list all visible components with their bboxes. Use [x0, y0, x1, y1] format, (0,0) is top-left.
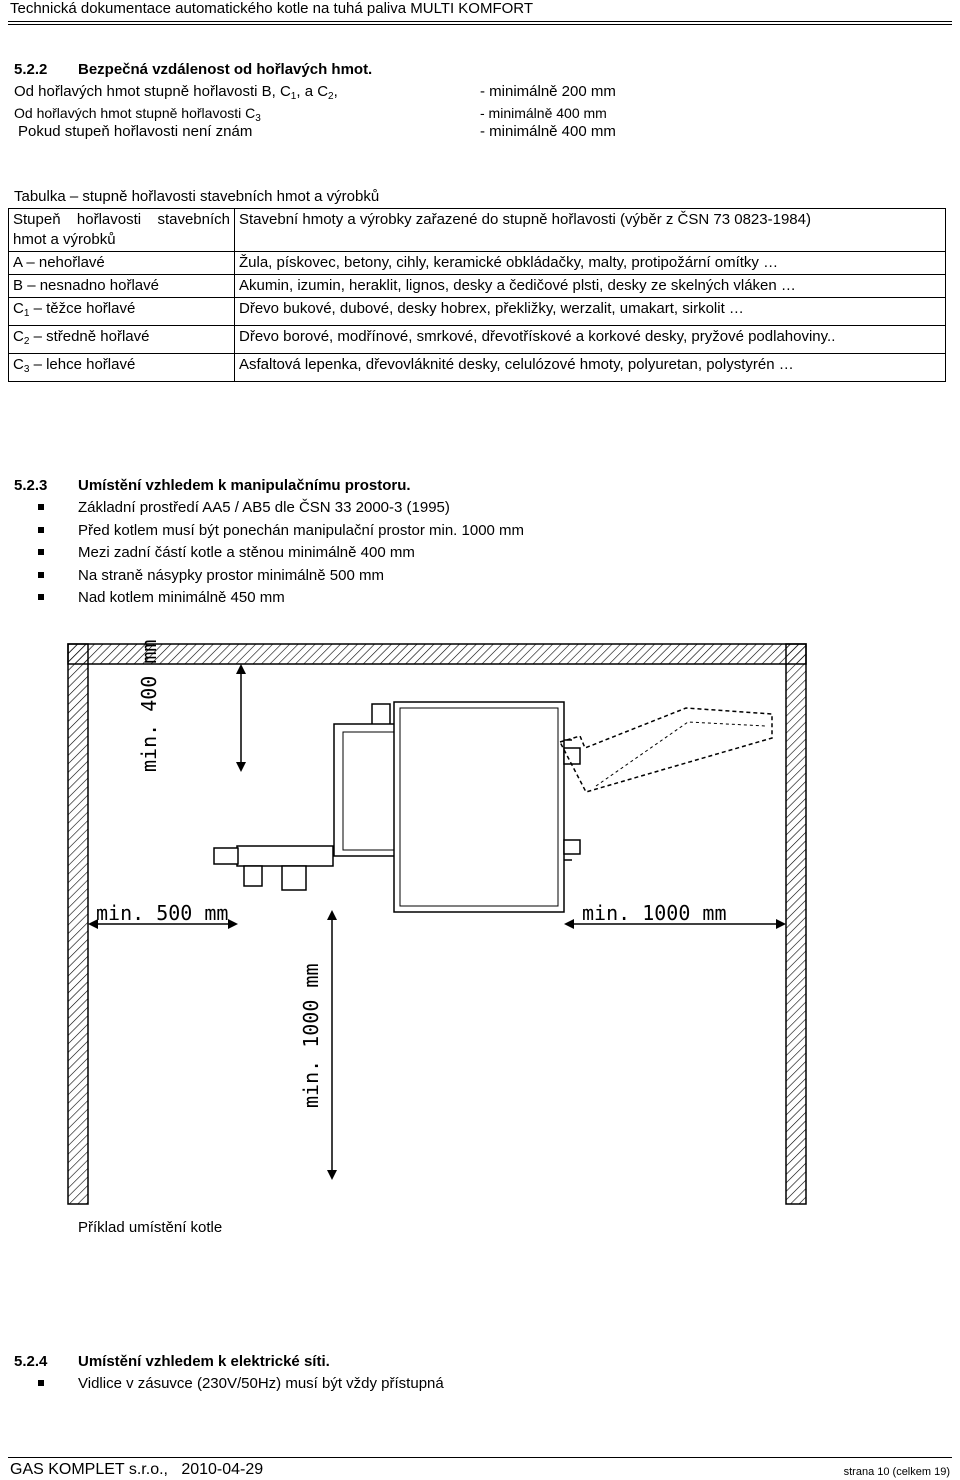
distance-row-3-label: Pokud stupeň hořlavosti není znám: [18, 123, 253, 140]
burner-feeder: [237, 846, 333, 866]
distance-row-2-label: Od hořlavých hmot stupně hořlavosti $C_3$: [14, 105, 261, 124]
document-header: Technická dokumentace automatického kotle na tuhá paliva MULTI KOMFORT: [10, 0, 534, 17]
boiler-body: [394, 702, 564, 912]
wall-left: [68, 644, 88, 1204]
front-clearance-dimension: [299, 910, 337, 1180]
table-header-materials: Stavební hmoty a výrobky zařazené do stupně hořlavosti (výběr z ČSN 73 0823-1984): [235, 209, 946, 252]
section-number: 5.2.4: [14, 1353, 48, 1370]
footer-page-number: strana 10 (celkem 19): [843, 1466, 950, 1478]
distance-row-3-value: - minimálně 400 mm: [480, 123, 616, 140]
right-clearance-label: min. 1000 mm: [582, 901, 727, 925]
distance-row-1-label: Od hořlavých hmot stupně hořlavosti B, $C_1$, a $C_2$,: [14, 83, 338, 102]
materials-cell: Dřevo borové, modřínové, smrkové, dřevotřískové a korkové desky, pryžové podlahoviny..: [235, 326, 946, 354]
list-item: Základní prostředí AA5 / AB5 dle ČSN 33 2000-3 (1995): [38, 498, 524, 521]
distance-row-1-value: - minimálně 200 mm: [480, 83, 616, 100]
wall-right: [786, 644, 806, 1204]
materials-cell: Asfaltová lepenka, dřevovláknité desky, celulózové hmoty, polyuretan, polystyrén …: [235, 354, 946, 382]
materials-cell: Akumin, izumin, heraklit, lignos, desky a čedičové plsti, desky ze skelných vláken …: [235, 275, 946, 298]
open-door-outline: [560, 708, 772, 792]
boiler: [214, 702, 580, 912]
table-header-grade: Stupeň hořlavosti stavebních hmot a výrobků: [9, 209, 235, 252]
section-title: Bezpečná vzdálenost od hořlavých hmot.: [78, 61, 373, 78]
right-clearance-dimension: [564, 901, 786, 929]
list-item: Před kotlem musí být ponechán manipulační prostor min. 1000 mm: [38, 521, 524, 544]
left-clearance-dimension: [88, 901, 238, 929]
distance-row-2-value: - minimálně 400 mm: [480, 105, 607, 121]
front-clearance-label: min. 1000 mm: [299, 963, 323, 1108]
grade-cell: A – nehořlavé: [9, 252, 235, 275]
footer-company-date: GAS KOMPLET s.r.o., 2010-04-29: [10, 1461, 264, 1478]
section-title: Umístění vzhledem k manipulačnímu prostoru.: [78, 477, 411, 494]
top-clearance-label: min. 400 mm: [137, 639, 161, 772]
materials-cell: Dřevo bukové, dubové, desky hobrex, překližky, werzalit, umakart, sirkolit …: [235, 298, 946, 326]
electric-list: [38, 1374, 444, 1397]
section-title: Umístění vzhledem k elektrické síti.: [78, 1353, 330, 1370]
grade-cell: $C_2$ – středně hořlavé: [9, 326, 235, 354]
list-item: Nad kotlem minimálně 450 mm: [38, 588, 524, 611]
section-number: 5.2.3: [14, 477, 48, 494]
diagram-caption: Příklad umístění kotle: [78, 1219, 223, 1236]
grade-cell: B – nesnadno hořlavé: [9, 275, 235, 298]
table-caption: Tabulka – stupně hořlavosti stavebních hmot a výrobků: [14, 188, 380, 205]
list-item: Vidlice v zásuvce (230V/50Hz) musí být vždy přístupná: [38, 1374, 444, 1397]
footer-rule: [8, 1457, 952, 1458]
left-clearance-label: min. 500 mm: [96, 901, 229, 925]
materials-cell: Žula, pískovec, betony, cihly, keramické obkládačky, malty, protipožární omítky …: [235, 252, 946, 275]
wall-top: [68, 644, 806, 664]
section-524-heading: [14, 1353, 330, 1370]
section-number: 5.2.2: [14, 61, 48, 78]
list-item: Mezi zadní částí kotle a stěnou minimálně 400 mm: [38, 543, 524, 566]
list-item: Na straně násypky prostor minimálně 500 mm: [38, 566, 524, 589]
grade-cell: $C_3$ – lehce hořlavé: [9, 354, 235, 382]
bullet-square-icon: [38, 1380, 44, 1386]
grade-cell: $C_1$ – těžce hořlavé: [9, 298, 235, 326]
